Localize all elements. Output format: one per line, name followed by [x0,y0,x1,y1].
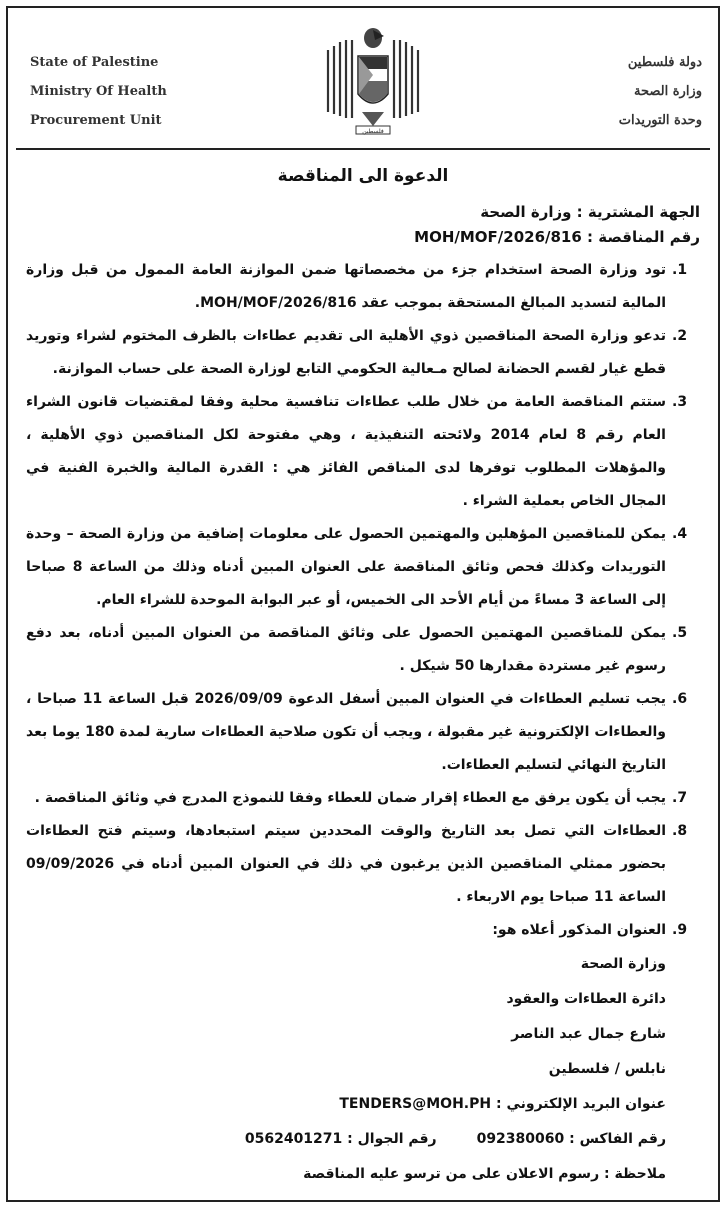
mobile-label: رقم الجوال : [347,1131,437,1147]
item-number: .3 [672,394,688,410]
fax-line [477,1122,666,1157]
list-item [26,386,700,518]
address-line: نابلس / فلسطين [548,1061,666,1077]
letterhead-en-line: Procurement Unit [30,113,162,128]
fax-number: 092380060 [476,1131,565,1147]
item-number: .8 [672,823,688,839]
item-number: .4 [672,526,688,542]
list-item [26,914,700,947]
item-text: يجب تسليم العطاءات في العنوان المبين أسفل الدعوة 2026/09/09 قبل الساعة 11 صباحا ، والعطاءات الإلكترونية غير مقبولة ، ويجب أن تكون صلاحية العطاءات سارية لمدة 180 يوما بعد التاريخ النهائي لتسليم العطاءات. [26,691,667,773]
letterhead-ar-line: وزارة الصحة [634,84,702,99]
email-label: عنوان البريد الإلكتروني : [495,1096,666,1112]
item-number: .1 [672,262,688,278]
list-item [26,683,700,782]
mobile-line [245,1122,437,1157]
item-text: ستتم المناقصة العامة من خلال طلب عطاءات تنافسية محلية وفقا لمقتضيات قانون الشراء العام رقم 8 لعام 2014 ولائحته التنفيذية ، وهي مفتوحة لكل المناقصين ذوي الأهلية ، والمؤهلات المطلوب توفرها لدى المناقص الفائز هي : القدرة المالية والخبرة الفنية في المجال الخاص بعملية الشراء . [26,394,666,509]
tender-reference-number: MOH/MOF/2026/816 [414,228,582,246]
item-number: .6 [672,691,688,707]
list-item [26,518,700,617]
item-text: العطاءات التي تصل بعد التاريخ والوقت المحددين سيتم استبعادها، وسيتم فتح العطاءات بحضور ممثلي المناقصين الذين يرغبون في ذلك في العنوان المبين أدناه في 09/09/2026 الساعة 11 صباحا يوم الاربعاء . [26,823,666,905]
list-item [26,617,700,683]
letterhead-en-line: State of Palestine [30,55,159,70]
item-number: .5 [672,625,688,641]
fax-label: رقم الفاكس : [569,1131,666,1147]
notice-title: الدعوة الى المناقصة [277,166,449,186]
item-text: يمكن للمناقصين المهتمين الحصول على وثائق المناقصة من العنوان المبين أدناه، بعد دفع رسوم غير مستردة مقدارها 50 شيكل . [26,625,666,674]
item-text: يمكن للمناقصين المؤهلين والمهتمين الحصول على معلومات إضافية من وزارة الصحة – وحدة التوريدات وكذلك فحص وثائق المناقصة على العنوان المبين أدناه وذلك من الساعة 8 صباحا إلى الساعة 3 مساءً من أيام الأحد الى الخميس، أو عبر البوابة الموحدة للشراء العام. [26,526,666,608]
letterhead-en-line: Ministry Of Health [30,84,167,99]
notice-frame [6,6,720,1202]
letterhead-ar-line: وحدة التوريدات [618,113,702,128]
tender-reference-label: رقم المناقصة : [587,228,700,246]
list-item [26,320,700,386]
mobile-number: 0562401271 [244,1131,343,1147]
list-item [26,782,700,815]
item-number: .9 [672,922,688,938]
purchasing-entity: الجهة المشترية : وزارة الصحة [480,203,700,221]
letterhead [8,8,718,150]
email-address[interactable]: TENDERS@MOH.PH [339,1096,492,1112]
list-item [26,254,700,320]
letterhead-ar-line: دولة فلسطين [627,55,702,70]
letterhead-english [30,48,167,135]
list-item [26,815,700,914]
item-number: .2 [672,328,688,344]
tender-conditions-list [26,254,700,947]
letterhead-arabic [619,48,702,135]
address-block [26,947,700,1192]
address-line: شارع جمال عبد الناصر [511,1026,666,1042]
item-text: تود وزارة الصحة استخدام جزء من مخصصاتها ضمن الموازنة العامة الممول من قبل وزارة المالية لتسديد المبالغ المستحقة بموجب عقد MOH/MOF/2026/816. [26,262,666,311]
item-number: .7 [672,790,688,806]
emblem-caption: فلسطين [362,128,384,135]
tender-reference [26,225,700,250]
item-text: يجب أن يكون يرفق مع العطاء إقرار ضمان للعطاء وفقا للنموذج المدرج في وثائق المناقصة . [34,790,666,806]
note-line: ملاحظة : رسوم الاعلان على من ترسو عليه المناقصة [303,1166,666,1182]
address-line: دائرة العطاءات والعقود [506,991,666,1007]
address-line: وزارة الصحة [580,956,666,972]
item-text: العنوان المذكور أعلاه هو: [492,922,666,938]
email-line [26,1087,666,1122]
item-text: تدعو وزارة الصحة المناقصين ذوي الأهلية الى تقديم عطاءات بالظرف المختوم لشراء وتوريد قطع غيار لقسم الحضانة لصالح مـعالية الحكومي التابع لوزارة الصحة على حساب الموازنة. [26,328,666,377]
header-divider [16,148,710,150]
phone-row [26,1122,666,1157]
notice-body [26,166,700,1192]
palestine-eagle-emblem-icon [318,20,428,138]
